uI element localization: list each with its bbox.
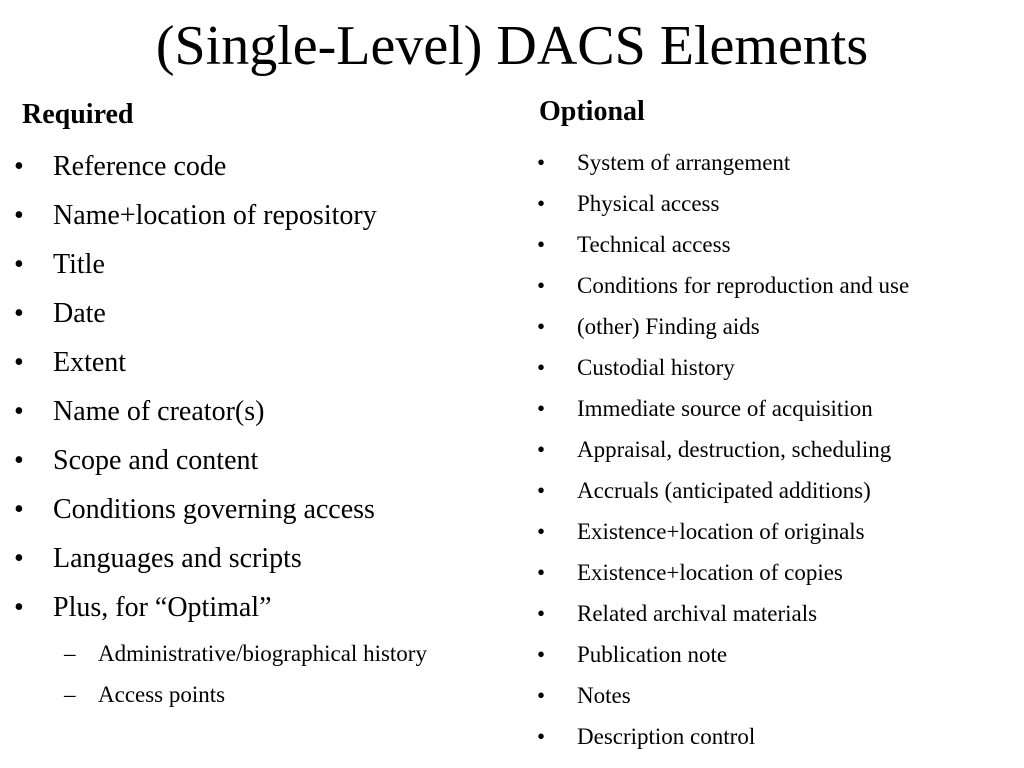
required-item-label: Plus, for “Optimal” (53, 592, 272, 623)
bullet-icon: • (537, 191, 546, 216)
required-item-label: Reference code (53, 151, 227, 182)
optional-item (0, 392, 1024, 433)
bullet-icon: • (14, 396, 24, 427)
optional-item (0, 146, 1024, 187)
bullet-icon: • (14, 151, 24, 182)
optional-item (0, 269, 1024, 310)
optional-item-label: Existence+location of copies (577, 560, 843, 585)
bullet-icon: • (537, 150, 546, 175)
bullet-icon: • (537, 355, 546, 380)
optional-item-label: Immediate source of acquisition (577, 396, 873, 421)
bullet-icon: • (537, 478, 546, 503)
bullet-icon: • (537, 724, 546, 749)
required-item-label: Languages and scripts (53, 543, 302, 574)
optional-item (0, 228, 1024, 269)
bullet-icon: • (537, 642, 546, 667)
required-heading: Required (22, 99, 134, 130)
optional-item-label: System of arrangement (577, 150, 791, 175)
bullet-icon: • (537, 232, 546, 257)
optional-item-label: (other) Finding aids (577, 314, 760, 339)
optional-item-label: Accruals (anticipated additions) (577, 478, 871, 503)
required-item-label: Name+location of repository (53, 200, 377, 231)
bullet-icon: • (537, 396, 546, 421)
required-item-label: Name of creator(s) (53, 396, 265, 427)
optional-item-label: Technical access (577, 232, 731, 257)
optional-item-label: Publication note (577, 642, 728, 667)
optional-item (0, 556, 1024, 597)
optional-item-label: Conditions for reproduction and use (577, 273, 910, 298)
slide-title: (Single-Level) DACS Elements (155, 15, 869, 77)
dash-icon: – (64, 641, 76, 666)
optional-item-label: Related archival materials (577, 601, 818, 626)
bullet-icon: • (14, 592, 24, 623)
bullet-icon: • (537, 437, 546, 462)
optional-item (0, 474, 1024, 515)
required-item-label: Conditions governing access (53, 494, 375, 525)
optional-item (0, 515, 1024, 556)
optional-item-label: Custodial history (577, 355, 735, 380)
optional-item (0, 638, 1024, 679)
bullet-icon: • (14, 249, 24, 280)
required-item-label: Extent (53, 347, 127, 378)
bullet-icon: • (14, 347, 24, 378)
optional-item (0, 310, 1024, 351)
optimal-subitem-label: Access points (98, 682, 226, 707)
bullet-icon: • (537, 601, 546, 626)
required-item-label: Date (53, 298, 106, 329)
bullet-icon: • (537, 683, 546, 708)
optional-item-label: Existence+location of originals (577, 519, 865, 544)
bullet-icon: • (537, 273, 546, 298)
bullet-icon: • (14, 298, 24, 329)
optional-item (0, 351, 1024, 392)
optional-item-label: Appraisal, destruction, scheduling (577, 437, 892, 462)
bullet-icon: • (14, 494, 24, 525)
required-item-label: Scope and content (53, 445, 259, 476)
optional-item-label: Description control (577, 724, 756, 749)
optional-item (0, 720, 1024, 761)
optional-list (0, 146, 1024, 761)
bullet-icon: • (14, 445, 24, 476)
optional-item-label: Physical access (577, 191, 720, 216)
bullet-icon: • (537, 314, 546, 339)
optional-heading: Optional (539, 96, 645, 127)
required-item-label: Title (53, 249, 105, 280)
bullet-icon: • (14, 200, 24, 231)
optional-item (0, 679, 1024, 720)
optional-item (0, 433, 1024, 474)
bullet-icon: • (537, 519, 546, 544)
bullet-icon: • (14, 543, 24, 574)
bullet-icon: • (537, 560, 546, 585)
optional-item-label: Notes (577, 683, 631, 708)
optional-item (0, 597, 1024, 638)
optimal-subitem-label: Administrative/biographical history (98, 641, 427, 666)
optional-item (0, 187, 1024, 228)
dash-icon: – (64, 682, 76, 707)
